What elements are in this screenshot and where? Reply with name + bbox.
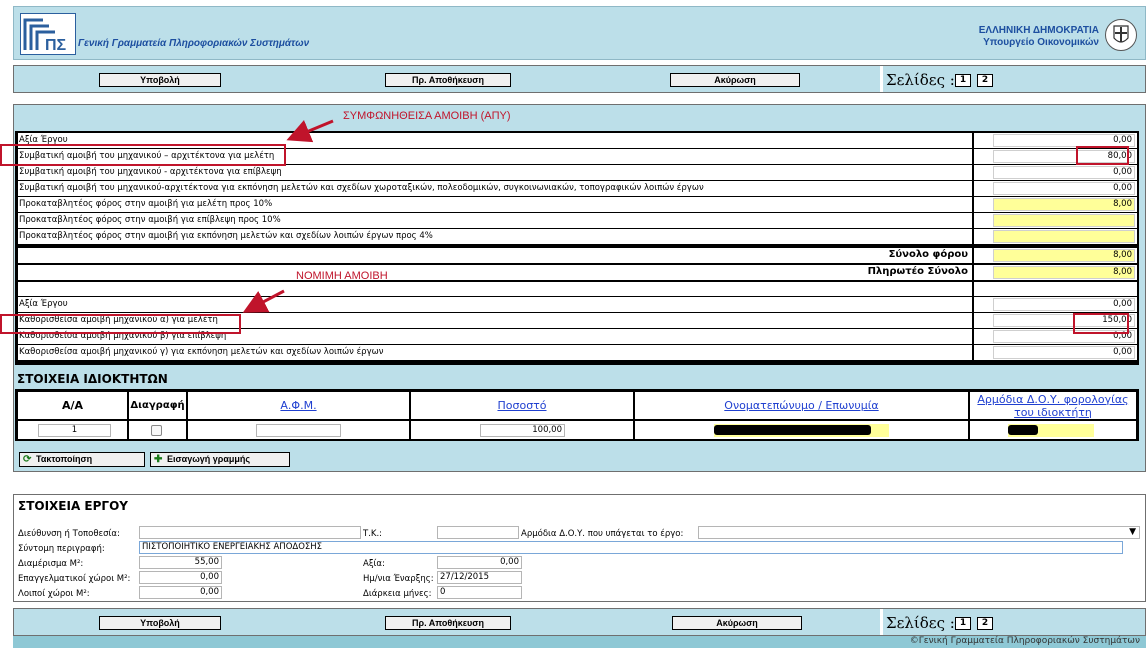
project-doy-select[interactable] bbox=[698, 526, 1140, 539]
ministry-name: Υπουργείο Οικονομικών bbox=[983, 37, 1099, 48]
sort-button[interactable] bbox=[19, 452, 145, 467]
apartment-label: Διαμέρισμα Μ²: bbox=[18, 559, 84, 569]
fee-input[interactable]: 80,00 bbox=[993, 150, 1135, 163]
fee-input[interactable]: 0,00 bbox=[993, 134, 1135, 147]
pages-label: Σελίδες : bbox=[886, 71, 955, 89]
submit-button-bottom[interactable]: Υποβολή bbox=[99, 616, 221, 630]
dropdown-arrow-icon: ▼ bbox=[1129, 527, 1136, 537]
professional-input[interactable]: 0,00 bbox=[139, 571, 222, 584]
fee-output: 8,00 bbox=[993, 198, 1135, 211]
tk-input[interactable] bbox=[437, 526, 519, 539]
owners-cell-aa bbox=[18, 421, 127, 439]
legal-value-highlight bbox=[1073, 313, 1129, 334]
start-date-label: Ημ/νια Έναρξης: bbox=[363, 574, 434, 584]
legal-fee-annotation: ΝΟΜΙΜΗ ΑΜΟΙΒΗ bbox=[296, 270, 388, 282]
fee-input[interactable]: 0,00 bbox=[993, 166, 1135, 179]
owners-cell-name bbox=[635, 421, 968, 439]
fee-label: Αξία Έργου bbox=[19, 135, 68, 145]
project-doy-label: Αρμόδια Δ.Ο.Υ. που υπάγεται το έργο: bbox=[521, 529, 684, 539]
add-row-button[interactable] bbox=[150, 452, 290, 467]
owners-section-title: ΣΤΟΙΧΕΙΑ ΙΔΙΟΚΤΗΤΩΝ bbox=[17, 372, 168, 386]
cancel-button-bottom[interactable]: Ακύρωση bbox=[672, 616, 802, 630]
owners-header-aa: Α/Α bbox=[18, 392, 127, 419]
fee-input[interactable]: 150,00 bbox=[993, 314, 1135, 327]
fee-label: Προκαταβλητέος φόρος στην αμοιβή για εκπόνηση μελετών και σχεδίων λοιπών έργων προς 4% bbox=[19, 231, 433, 241]
pages-label-bottom: Σελίδες : bbox=[886, 614, 955, 632]
fee-input[interactable]: 0,00 bbox=[993, 330, 1135, 343]
fee-label: Καθορισθείσα αμοιβή μηχανικού α) για μελέτη bbox=[19, 315, 218, 325]
fee-label: Συμβατική αμοιβή του μηχανικού - αρχιτέκτονα για επίβλεψη bbox=[19, 167, 282, 177]
plus-icon: ✚ bbox=[154, 454, 163, 465]
agreed-fee-highlight bbox=[0, 144, 286, 166]
address-label: Διεύθυνση ή Τοποθεσία: bbox=[18, 529, 120, 539]
copyright-footer: ©Γενική Γραμματεία Πληροφοριακών Συστημάτων bbox=[13, 636, 1146, 648]
page-1-button-bottom[interactable]: 1 bbox=[955, 617, 971, 630]
owners-cell-afm bbox=[188, 421, 409, 439]
duration-input[interactable]: 0 bbox=[437, 586, 522, 599]
start-date-input[interactable]: 27/12/2015 bbox=[437, 571, 522, 584]
fee-label: Αξία Έργου bbox=[19, 299, 68, 309]
other-areas-input[interactable]: 0,00 bbox=[139, 586, 222, 599]
redacted-doy bbox=[1008, 425, 1038, 435]
svg-text:ΠΣ: ΠΣ bbox=[45, 37, 67, 54]
sort-button-label: Τακτοποίηση bbox=[36, 454, 93, 464]
description-input[interactable]: ΠΙΣΤΟΠΟΙΗΤΙΚΟ ΕΝΕΡΓΕΙΑΚΗΣ ΑΠΟΔΟΣΗΣ bbox=[139, 541, 1123, 554]
owners-cell-doy bbox=[970, 421, 1136, 439]
afm-input[interactable] bbox=[256, 424, 341, 437]
value-input[interactable]: 0,00 bbox=[437, 556, 522, 569]
owner-doy-input[interactable] bbox=[1008, 424, 1094, 437]
fee-input[interactable]: 0,00 bbox=[993, 298, 1135, 311]
bottom-toolbar bbox=[13, 608, 1146, 636]
other-areas-label: Λοιποί χώροι Μ²: bbox=[18, 589, 90, 599]
agreed-value-highlight bbox=[1076, 146, 1129, 165]
owners-cell-delete bbox=[129, 421, 186, 439]
project-section bbox=[13, 494, 1146, 602]
owners-header-delete: Διαγραφή bbox=[129, 392, 186, 419]
payable-total-value: 8,00 bbox=[993, 266, 1135, 279]
toolbar-divider bbox=[880, 609, 883, 635]
page-2-button-bottom[interactable]: 2 bbox=[977, 617, 993, 630]
owners-header-afm[interactable]: Α.Φ.Μ. bbox=[188, 392, 409, 419]
address-input[interactable] bbox=[139, 526, 361, 539]
org-name: Γενική Γραμματεία Πληροφοριακών Συστημάτων bbox=[78, 38, 310, 49]
fee-input[interactable]: 0,00 bbox=[993, 182, 1135, 195]
owners-cell-percent bbox=[411, 421, 633, 439]
country-name: ΕΛΛΗΝΙΚΗ ΔΗΜΟΚΡΑΤΙΑ bbox=[978, 25, 1099, 36]
owner-name-input[interactable] bbox=[714, 424, 889, 437]
submit-button[interactable]: Υποβολή bbox=[99, 73, 221, 87]
fee-input[interactable]: 0,00 bbox=[993, 346, 1135, 359]
professional-label: Επαγγελματικοί χώροι Μ²: bbox=[18, 574, 131, 584]
payable-total-label: Πληρωτέο Σύνολο bbox=[867, 266, 968, 277]
delete-checkbox[interactable] bbox=[151, 425, 162, 436]
fee-label: Προκαταβλητέος φόρος στην αμοιβή για επίβλεψη προς 10% bbox=[19, 215, 281, 225]
aa-input[interactable]: 1 bbox=[38, 424, 111, 437]
page-1-button[interactable]: 1 bbox=[955, 74, 971, 87]
tax-total-value: 8,00 bbox=[993, 249, 1135, 262]
apartment-input[interactable]: 55,00 bbox=[139, 556, 222, 569]
page-2-button[interactable]: 2 bbox=[977, 74, 993, 87]
agreed-fee-annotation: ΣΥΜΦΩΝΗΘΕΙΣΑ ΑΜΟΙΒΗ (ΑΠΥ) bbox=[343, 110, 511, 122]
description-label: Σύντομη περιγραφή: bbox=[18, 544, 105, 554]
owners-header-doy[interactable]: Αρμόδια Δ.Ο.Υ. φορολογίας του ιδιοκτήτη bbox=[970, 392, 1136, 419]
tax-total-label: Σύνολο φόρου bbox=[888, 249, 968, 260]
fee-label: Καθορισθείσα αμοιβή μηχανικού β) για επίβλεψη bbox=[19, 331, 227, 341]
percent-input[interactable]: 100,00 bbox=[480, 424, 565, 437]
agreed-fee-arrow bbox=[292, 121, 333, 138]
redacted-name bbox=[714, 425, 871, 435]
owners-header-name[interactable]: Ονοματεπώνυμο / Επωνυμία bbox=[635, 392, 968, 419]
legal-fee-arrow bbox=[248, 291, 284, 310]
fee-label: Προκαταβλητέος φόρος στην αμοιβή για μελέτη προς 10% bbox=[19, 199, 273, 209]
value-label: Αξία: bbox=[363, 559, 385, 569]
fee-label: Συμβατική αμοιβή του μηχανικού-αρχιτέκτονα για εκπόνηση μελετών και σχεδίων χωροταξικών, πολεοδομικών, συγκοινωνιακών, τοπογραφικών λοιπών έργων bbox=[19, 183, 704, 193]
duration-label: Διάρκεια μήνες: bbox=[363, 589, 432, 599]
project-section-title: ΣΤΟΙΧΕΙΑ ΕΡΓΟΥ bbox=[18, 499, 128, 513]
fee-label: Καθορισθείσα αμοιβή μηχανικού γ) για εκπόνηση μελετών και σχεδίων λοιπών έργων bbox=[19, 347, 384, 357]
refresh-icon: ⟳ bbox=[23, 454, 32, 465]
legal-fee-highlight bbox=[0, 314, 241, 334]
owners-table bbox=[15, 389, 1139, 441]
fee-label: Συμβατική αμοιβή του μηχανικού – αρχιτέκτονα για μελέτη bbox=[19, 151, 275, 161]
cancel-button[interactable]: Ακύρωση bbox=[670, 73, 800, 87]
temp-save-button[interactable]: Πρ. Αποθήκευση bbox=[385, 73, 511, 87]
temp-save-button-bottom[interactable]: Πρ. Αποθήκευση bbox=[385, 616, 511, 630]
owners-header-percent[interactable]: Ποσοστό bbox=[411, 392, 633, 419]
add-row-button-label: Εισαγωγή γραμμής bbox=[167, 454, 251, 464]
tk-label: Τ.Κ.: bbox=[363, 529, 383, 539]
